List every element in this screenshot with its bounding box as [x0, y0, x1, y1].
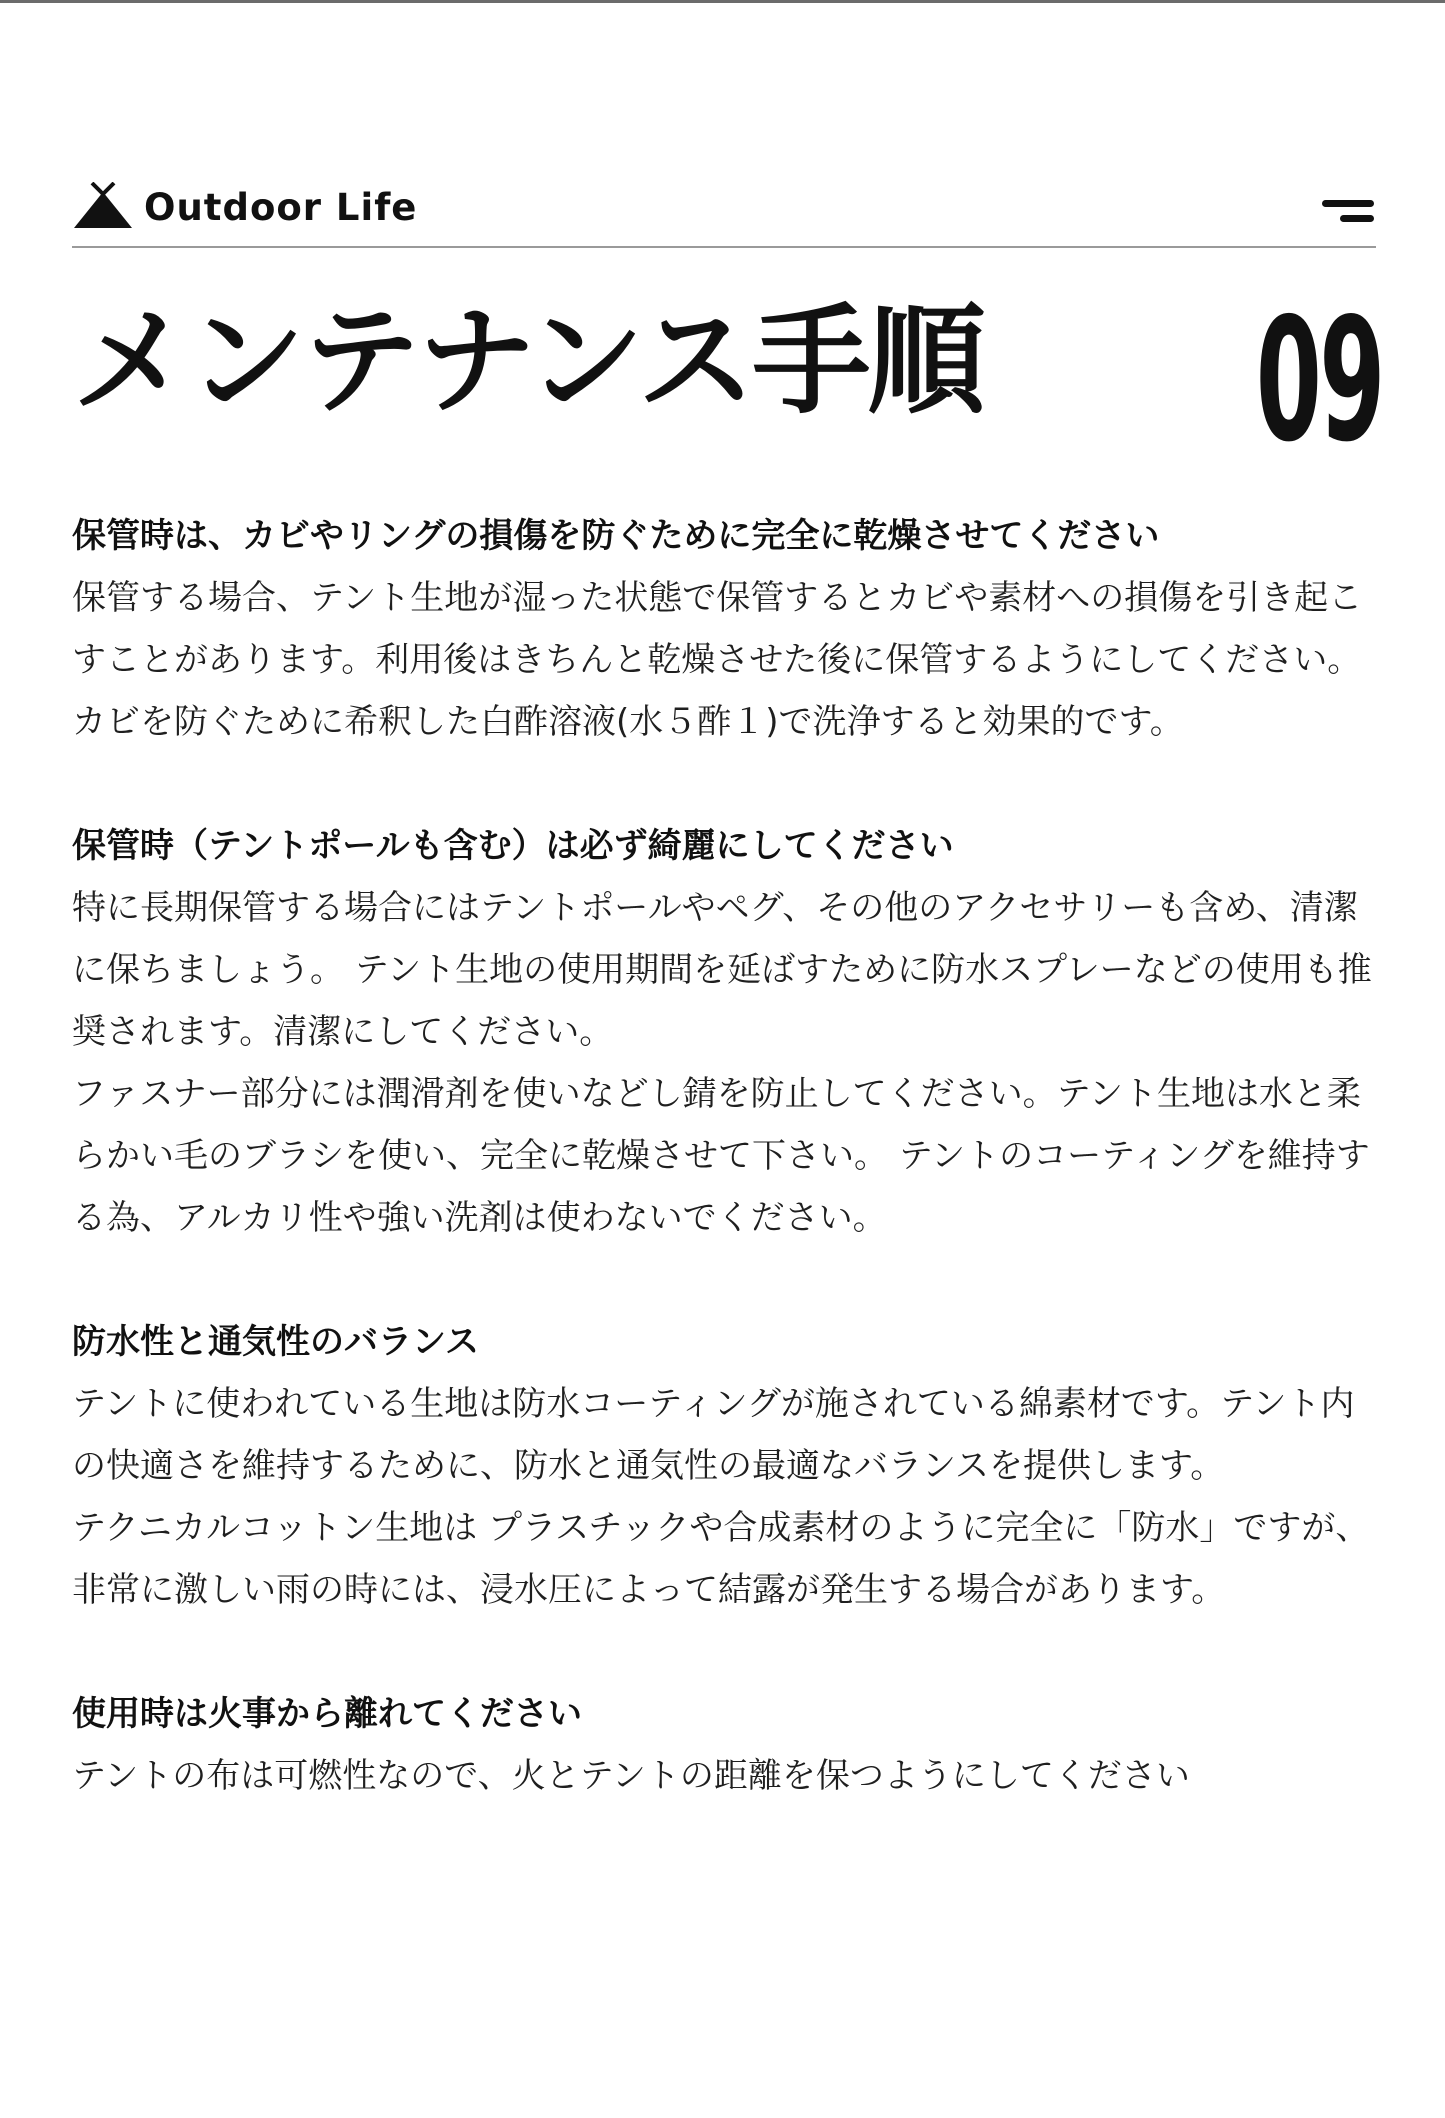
- top-border: [0, 0, 1445, 3]
- section-heading: 保管時（テントポールも含む）は必ず綺麗にしてください: [72, 826, 954, 866]
- section-cleaning: [72, 815, 1372, 1249]
- tent-icon: [72, 182, 134, 230]
- section-waterproof: [72, 1311, 1372, 1621]
- page-number: 09: [1255, 282, 1383, 480]
- page-title: メンテナンス手順: [72, 292, 983, 430]
- section-paragraph: ファスナー部分には潤滑剤を使いなどし錆を防止してください。テント生地は水と柔らかい毛のブラシを使い、完全に乾燥させて下さい。 テントのコーティングを維持する為、アルカリ性や強い洗剤は使わないでください。: [72, 1074, 1370, 1238]
- site-header: [72, 182, 1376, 248]
- section-paragraph: カビを防ぐために希釈した白酢溶液(水５酢１)で洗浄すると効果的です。: [72, 702, 1184, 742]
- brand-name: Outdoor Life: [144, 186, 418, 229]
- section-paragraph: 特に長期保管する場合にはテントポールやペグ、その他のアクセサリーも含め、清潔に保ちましょう。 テント生地の使用期間を延ばすために防水スプレーなどの使用も推奨されます。清潔にしてください。: [72, 888, 1372, 1052]
- section-heading: 保管時は、カビやリングの損傷を防ぐために完全に乾燥させてください: [72, 516, 1160, 556]
- section-drying: [72, 505, 1372, 753]
- section-heading: 防水性と通気性のバランス: [72, 1322, 479, 1362]
- section-heading: 使用時は火事から離れてください: [72, 1694, 582, 1734]
- section-fire: [72, 1683, 1372, 1807]
- section-paragraph: テントに使われている生地は防水コーティングが施されている綿素材です。テント内の快適さを維持するために、防水と通気性の最適なバランスを提供します。: [72, 1384, 1355, 1486]
- section-paragraph: テクニカルコットン生地は プラスチックや合成素材のように完全に「防水」ですが、非常に激しい雨の時には、浸水圧によって結露が発生する場合があります。: [72, 1508, 1370, 1610]
- section-paragraph: 保管する場合、テント生地が湿った状態で保管するとカビや素材への損傷を引き起こすことがあります。利用後はきちんと乾燥させた後に保管するようにしてください。: [72, 578, 1363, 680]
- menu-icon[interactable]: [1322, 196, 1376, 226]
- main-content: [72, 505, 1372, 1869]
- section-paragraph: テントの布は可燃性なので、火とテントの距離を保つようにしてください: [72, 1756, 1190, 1796]
